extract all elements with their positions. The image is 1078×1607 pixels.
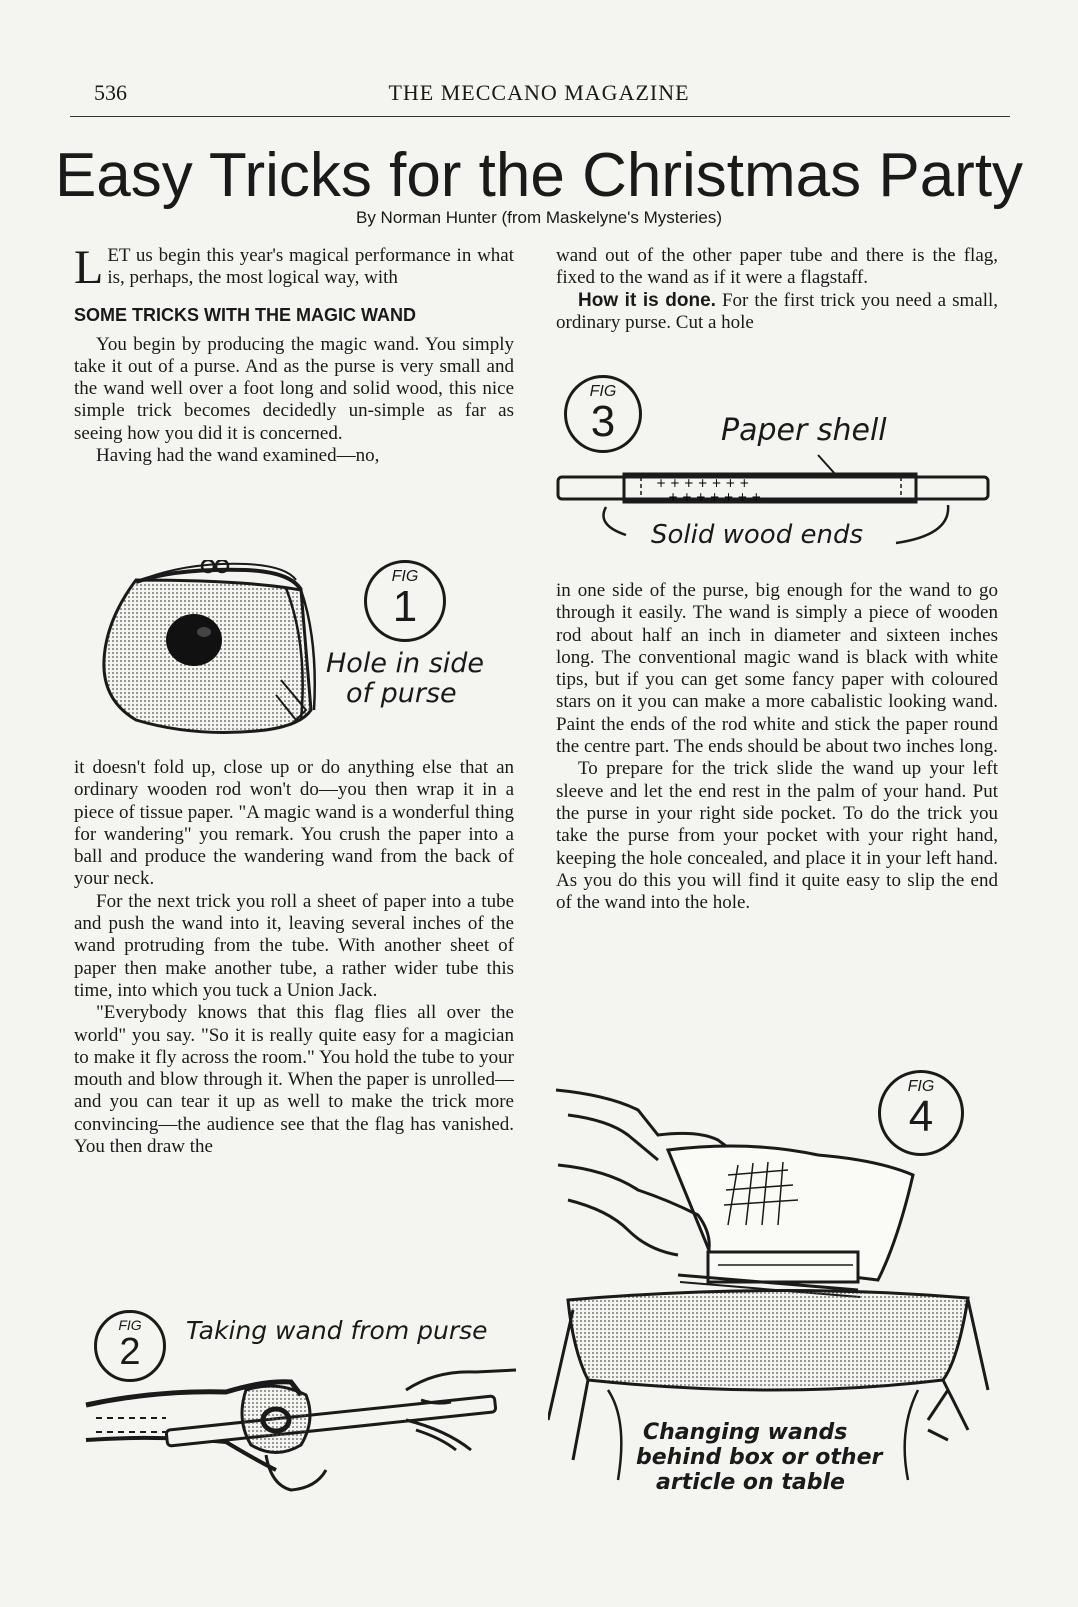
figure-4-word: FIG bbox=[907, 1078, 935, 1095]
figure-2 bbox=[76, 1310, 521, 1520]
paragraph-flag-vanishes: "Everybody knows that this flag flies all over the world" you say. "So it is really quite easy for a magician to make it fly across the room." You hold the tube to your mouth and blow through it. When the paper is unrolled—and you can tear it up as well to make the trick more convincing—the audience see that the flag has vanished. You then draw the bbox=[74, 1002, 514, 1158]
paragraph-examined-cont: it doesn't fold up, close up or do anything else that an ordinary wooden rod won't do—you then wrap it in a piece of tissue paper. "A magic wand is a wonderful thing for wandering" you remark. You crush the paper into a ball and produce the wandering wand from the back of your neck. bbox=[74, 757, 514, 890]
figure-2-number: 2 bbox=[119, 1331, 141, 1373]
drop-cap: L bbox=[74, 241, 104, 294]
wand-purse-hands-illustration bbox=[76, 1310, 521, 1520]
figure-2-word: FIG bbox=[118, 1317, 142, 1333]
column-left-lower bbox=[74, 757, 514, 1158]
header-rule bbox=[70, 116, 1010, 117]
figure-2-caption: Taking wand from purse bbox=[186, 1316, 488, 1345]
column-right-lower bbox=[556, 580, 998, 914]
figure-1 bbox=[96, 560, 496, 750]
figure-4-caption-line1: Changing wands bbox=[643, 1420, 848, 1445]
byline: By Norman Hunter (from Maskelyne's Mysteries) bbox=[356, 208, 722, 227]
figure-4-caption-line3: article on table bbox=[656, 1470, 845, 1495]
paragraph-how-done-text: For the first trick you need a small, ordinary purse. Cut a hole bbox=[556, 289, 999, 333]
paragraph-flag-cont: wand out of the other paper tube and there is the flag, fixed to the wand as if it were a flagstaff. bbox=[556, 245, 998, 289]
paragraph-examined-start: Having had the wand examined—no, bbox=[96, 445, 380, 467]
figure-3-label-paper-shell: Paper shell bbox=[721, 413, 887, 448]
how-it-is-done-runin: How it is done. bbox=[578, 289, 716, 311]
paragraph-intro-text: ET us begin this year's magical performance in what is, perhaps, the most logical way, with bbox=[107, 245, 514, 289]
figure-4-caption-line2: behind box or other bbox=[636, 1445, 883, 1470]
column-left-upper bbox=[74, 241, 514, 467]
paragraph-prepare-trick: To prepare for the trick slide the wand up your left sleeve and let the end rest in the palm of your hand. Put the purse in your right side pocket. To do the trick you take the purse from your pocket with your right hand, keeping the hole concealed, and place it in your left hand. As you do this you will find it quite easy to slip the end of the wand into the hole. bbox=[556, 758, 998, 914]
figure-1-number-badge bbox=[364, 560, 446, 642]
figure-3-label-solid-wood: Solid wood ends bbox=[651, 520, 863, 550]
paragraph-intro bbox=[74, 241, 514, 294]
figure-4 bbox=[548, 1060, 1008, 1530]
article-title: Easy Tricks for the Christmas Party bbox=[54, 141, 1024, 210]
svg-text:+ + + + +: + + + + + + + bbox=[668, 490, 762, 504]
figure-4-number: 4 bbox=[908, 1092, 934, 1141]
paragraph-producing-wand: You begin by producing the magic wand. You simply take it out of a purse. And as the purse is very small and the wand well over a foot long and solid wood, this nice simple trick becomes decidedly un-simple as far as seeing how you did it is concerned. bbox=[74, 333, 514, 444]
figure-1-caption-line2: of purse bbox=[346, 678, 457, 709]
paragraph-purse-hole-cont: in one side of the purse, big enough for the wand to go through it easily. The wand is simply a piece of wooden rod about half an inch in diameter and sixteen inches long. The conventional magic wand is black with white tips, but if you can get some fancy paper with coloured stars on it you can make a more cabalistic looking wand. Paint the ends of the rod white and stick the paper round the centre part. The ends should be about two inches long. bbox=[556, 580, 998, 758]
page-number: 536 bbox=[94, 80, 127, 105]
column-right-upper bbox=[556, 245, 998, 334]
running-head: THE MECCANO MAGAZINE bbox=[388, 80, 690, 105]
svg-text:+ + + + +: + + + + + + + bbox=[656, 476, 750, 490]
figure-1-word: FIG bbox=[391, 568, 419, 585]
paragraph-paper-tube: For the next trick you roll a sheet of paper into a tube and push the wand into it, leaving several inches of the wand protruding from the tube. With another sheet of paper then make another tube, a rather wider tube this time, into which you tuck a Union Jack. bbox=[74, 890, 514, 1001]
figure-3 bbox=[556, 375, 1006, 570]
section-subhead: SOME TRICKS WITH THE MAGIC WAND bbox=[74, 304, 416, 325]
figure-3-number: 3 bbox=[590, 397, 616, 446]
paragraph-how-done bbox=[556, 290, 998, 335]
figure-3-word: FIG bbox=[589, 383, 617, 400]
figure-1-caption-line1: Hole in side bbox=[326, 648, 485, 679]
figure-1-number: 1 bbox=[392, 582, 418, 631]
